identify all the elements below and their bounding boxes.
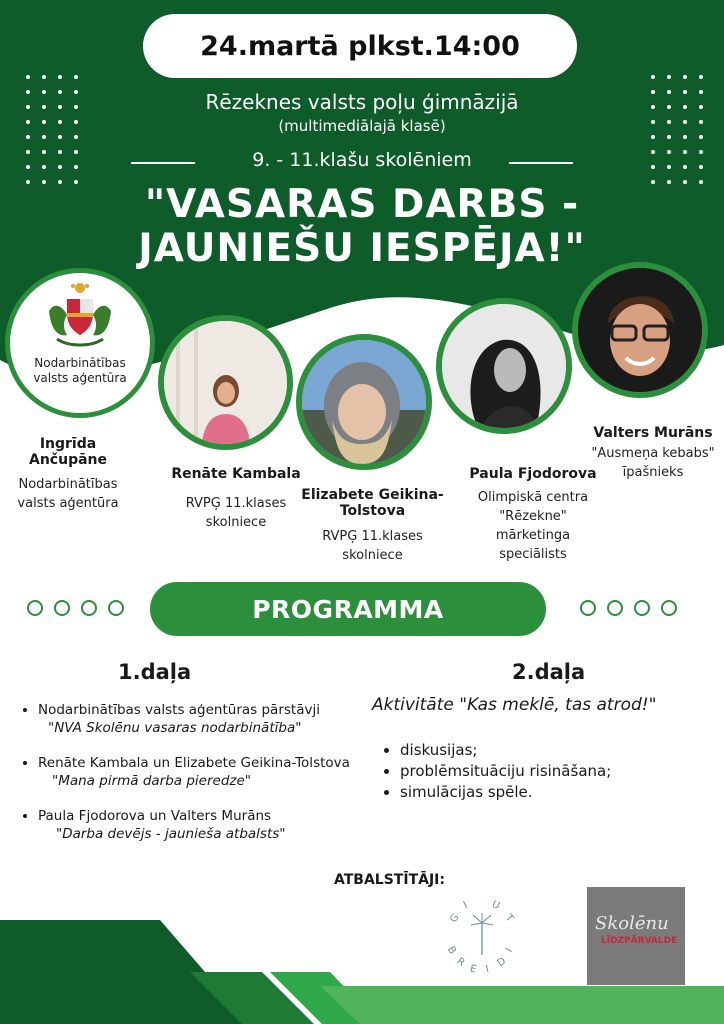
speaker-paula-fjodorova [462,466,604,564]
speaker-role-line-2: "Rēzekne" mārketinga [495,509,571,543]
ring-icon [108,600,124,616]
speaker-name: Ingrīda Ančupāne [29,436,107,468]
item-quote: "NVA Skolēnu vasaras nodarbinātība" [48,720,302,736]
list-item [38,754,378,790]
speaker-elizabete-geikina-tolstova [300,487,445,565]
person-icon [442,304,566,428]
bottom-decoration [0,910,724,1024]
audience: 9. - 11.klašu skolēniem [252,149,472,171]
divider-right [509,162,573,164]
event-title [0,183,724,271]
list-item: • simulācijas spēle. [400,782,611,803]
person-icon [164,321,287,444]
item-text: Nodarbinātības valsts aģentūras pārstāvji [38,702,320,718]
agency-logo-line-2: valsts aģentūra [33,371,127,385]
list-item: • problēmsituāciju risināšana; [400,761,611,782]
speaker-renate-kambala [166,466,306,532]
ring-icon [634,600,650,616]
ring-icon [607,600,623,616]
item-text: Paula Fjodorova un Valters Murāns [38,808,272,824]
sponsors-label: ATBALSTĪTĀJI: [334,872,445,888]
logo-letter: U [490,898,502,913]
venue: Rēzeknes valsts poļu ģimnāzijā [205,90,519,114]
ring-icon [81,600,97,616]
part-1-list [22,701,378,860]
speaker-name: Renāte Kambala [171,466,301,482]
agency-logo-line-1: Nodarbinātības [34,356,126,370]
person-icon [578,268,702,392]
speaker-role-line-2: valsts aģentūra [17,496,119,511]
logo-letter: G [448,911,462,926]
rings-right [580,600,688,620]
ring-icon [27,600,43,616]
photo-paula-fjodorova [436,298,572,434]
logo-letter: I [503,946,515,955]
speaker-role-line-2: īpašnieks [622,465,684,480]
rings-left [27,600,135,620]
part-1-heading: 1.daļa [118,660,192,684]
logo-letter: R [454,956,467,969]
title-line-1: "VASARAS DARBS - [144,182,580,227]
logo-letter: T [502,912,516,925]
speaker-role-line-1: RVPĢ 11.klases [322,529,423,544]
part-2-heading: 2.daļa [512,660,586,684]
part-2-list [384,740,611,803]
list-item [38,807,378,843]
speaker-role-line-1: RVPĢ 11.klases [185,496,287,511]
item-quote: "Darba devējs - jaunieša atbalsts" [56,826,286,842]
logo-caption: LĪDZPĀRVALDE [601,936,678,946]
speaker-valters-murans [590,425,716,482]
speaker-role-line-2: skolniece [205,515,267,530]
ring-icon [54,600,70,616]
person-icon [302,340,426,464]
speaker-role-line-1: Nodarbinātības [18,477,118,492]
programme-heading: PROGRAMMA [150,582,546,636]
speaker-name-line-2: Tolstova [339,503,406,519]
photo-elizabete-geikina-tolstova [296,334,432,470]
part-2-activity: Aktivitāte "Kas meklē, tas atrod!" [372,695,657,715]
list-item [38,701,378,737]
speaker-role-line-3: speciālists [499,547,567,562]
logo-script-text: Skolēnu [595,913,669,934]
room: (multimediālajā klasē) [278,117,446,135]
date-time-pill: 24.martā plkst.14:00 [143,14,577,78]
agency-logo [5,268,155,418]
ring-icon [580,600,596,616]
logo-letter: D [495,955,509,970]
ring-icon [661,600,677,616]
logo-letter: I [484,963,491,976]
speaker-name: Paula Fjodorova [469,466,597,482]
speaker-ingrida-ancupane [2,436,134,513]
coat-of-arms-icon [43,281,117,347]
speaker-name: Valters Murāns [593,425,713,441]
speaker-role-line-2: skolniece [342,548,403,563]
photo-valters-murans [572,262,708,398]
item-quote: "Mana pirmā darba pieredze" [52,773,252,789]
logo-letter: B [444,944,458,957]
logo-letter: E [468,963,478,976]
speaker-role-line-1: "Ausmeņa kebabs" [591,446,715,461]
logo-letter: I [461,899,470,912]
title-line-2: JAUNIEŠU IESPĒJA!" [138,226,586,271]
speaker-name-line-1: Elizabete Geikina- [301,487,444,503]
item-text: Renāte Kambala un Elizabete Geikina-Tolstova [38,755,350,771]
photo-renate-kambala [158,315,293,450]
list-item: • diskusijas; [400,740,611,761]
speaker-role-line-1: Olimpiskā centra [477,490,589,505]
